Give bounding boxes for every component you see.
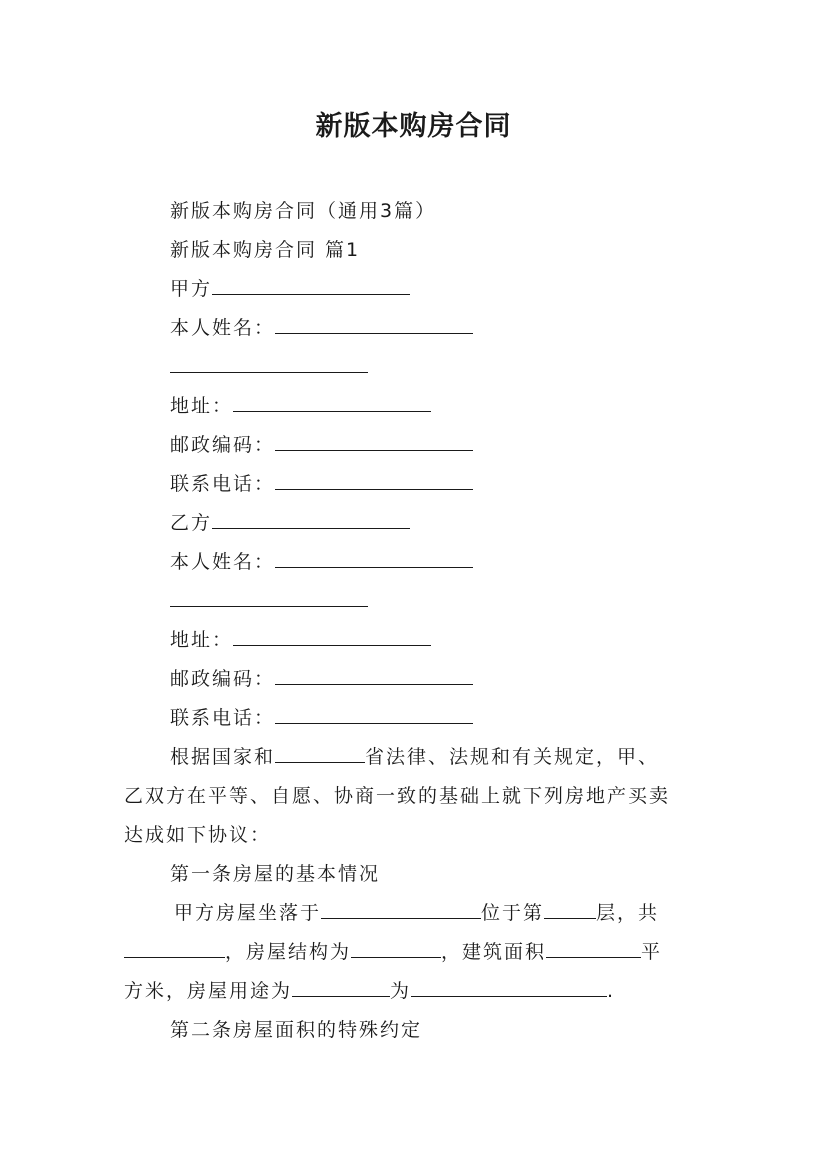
article-text: 甲方房屋坐落于 [174, 902, 322, 924]
para1-text: 根据国家和 [170, 746, 276, 768]
party-b-address-row [170, 627, 431, 653]
para1-text: 省法律、法规和有关规定，甲、 [365, 746, 660, 768]
address-label: 地址： [170, 629, 234, 651]
article-1-line-2 [124, 939, 662, 965]
party-b-label: 乙方 [170, 512, 213, 534]
section-title: 新版本购房合同 篇1 [170, 239, 361, 261]
article-text: 为 [390, 980, 412, 1002]
party-a-label: 甲方 [170, 278, 213, 300]
page-title: 新版本购房合同 [315, 111, 512, 142]
total-floors-blank [124, 939, 225, 958]
party-a-postcode-row [170, 432, 473, 458]
name-label: 本人姓名： [170, 317, 276, 339]
party-b-name-continuation [170, 588, 368, 614]
postcode-label: 邮政编码： [170, 668, 276, 690]
postcode-blank [275, 432, 473, 451]
party-b-postcode-row [170, 666, 473, 692]
address-blank [233, 393, 431, 412]
paragraph-1-line-3: 达成如下协议： [124, 824, 272, 846]
party-a-name-continuation [170, 354, 368, 380]
party-a-phone-row [170, 471, 473, 497]
party-b-row [170, 510, 410, 536]
party-b-name-row [170, 549, 473, 575]
article-1-line-3 [124, 978, 615, 1004]
party-a-name-row [170, 315, 473, 341]
phone-label: 联系电话： [170, 707, 276, 729]
name-label: 本人姓名： [170, 551, 276, 573]
postcode-blank [275, 666, 473, 685]
location-blank [321, 900, 481, 919]
party-a-address-row [170, 393, 431, 419]
article-text: . [607, 980, 616, 1002]
name-blank [275, 549, 473, 568]
article-text: ，建筑面积 [441, 941, 547, 963]
article-text: ，房屋结构为 [225, 941, 352, 963]
paragraph-1-line-1 [170, 744, 659, 770]
address-label: 地址： [170, 395, 234, 417]
article-text: 位于第 [481, 902, 545, 924]
phone-label: 联系电话： [170, 473, 276, 495]
area-blank [546, 939, 641, 958]
party-a-blank [212, 276, 410, 295]
floor-blank [544, 900, 596, 919]
article-2-title: 第二条房屋面积的特殊约定 [170, 1019, 423, 1041]
article-text: 层，共 [596, 902, 660, 924]
usage-blank [292, 978, 390, 997]
structure-blank [351, 939, 441, 958]
address-blank [233, 627, 431, 646]
usage-detail-blank [411, 978, 607, 997]
party-a-row [170, 276, 410, 302]
name-blank-continued [170, 588, 368, 607]
article-text: 平 [641, 941, 663, 963]
article-1-title: 第一条房屋的基本情况 [170, 863, 381, 885]
article-1-line-1 [174, 900, 659, 926]
name-blank-continued [170, 354, 368, 373]
province-blank [275, 744, 365, 763]
phone-blank [275, 471, 473, 490]
party-b-phone-row [170, 705, 473, 731]
article-text: 方米，房屋用途为 [124, 980, 293, 1002]
postcode-label: 邮政编码： [170, 434, 276, 456]
name-blank [275, 315, 473, 334]
party-b-blank [212, 510, 410, 529]
paragraph-1-line-2: 乙双方在平等、自愿、协商一致的基础上就下列房地产买卖 [124, 785, 671, 807]
phone-blank [275, 705, 473, 724]
doc-subtitle: 新版本购房合同（通用3篇） [170, 200, 437, 222]
